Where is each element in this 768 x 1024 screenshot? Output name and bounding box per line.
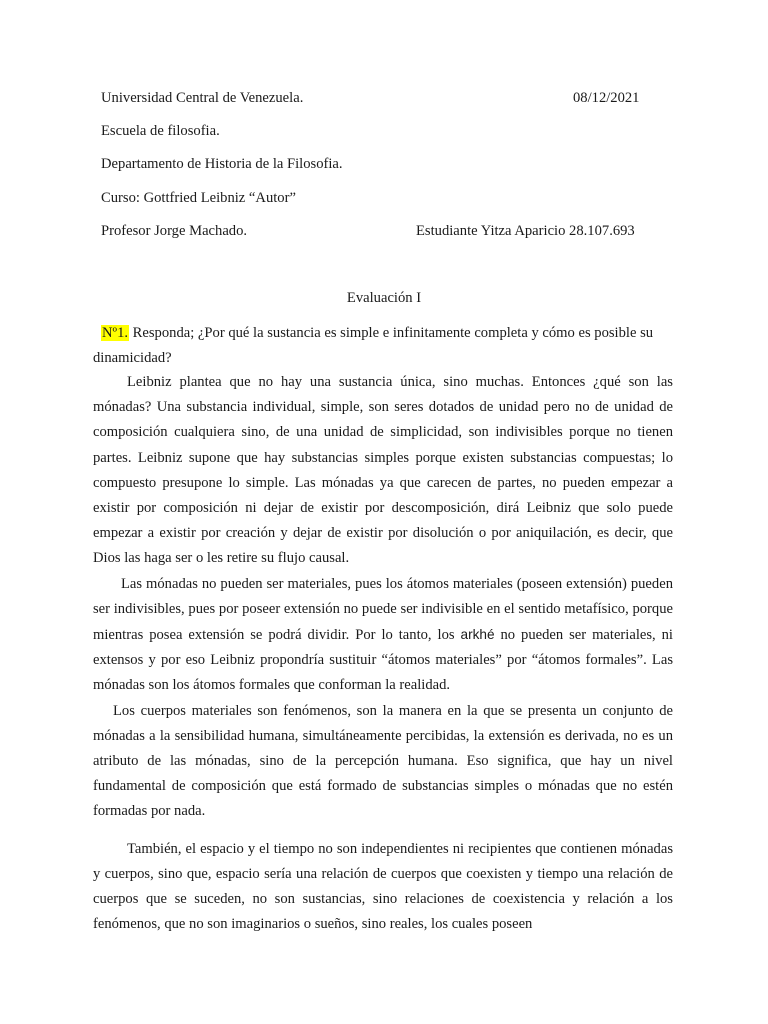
student-name: Estudiante Yitza Aparicio 28.107.693 (416, 223, 635, 239)
paragraph-2-part-b: no pueden ser materiales, ni extensos y por eso Leibniz propondría sustituir “átomos materiales” por “átomos formales”. Las mónadas son los átomos formales que conforman la realidad. (93, 627, 673, 694)
paragraph-4: También, el espacio y el tiempo no son independientes ni recipientes que contienen mónadas y cuerpos, sino que, espacio sería una relación de cuerpos que coexisten y tiempo una relación de cuerpos que se suceden, no son sustancias, sino relaciones de coexistencia y relación a los fenómenos, que no son imaginarios o sueños, sino reales, los cuales poseen (93, 840, 673, 933)
professor-name: Profesor Jorge Machado. (101, 223, 248, 239)
question-text: Responda; ¿Por qué la sustancia es simple e infinitamente completa y cómo es posible su dinamicidad? (93, 325, 654, 366)
school-name: Escuela de filosofia. (101, 123, 220, 139)
paragraph-1: Leibniz plantea que no hay una sustancia única, sino muchas. Entonces ¿qué son las mónadas? Una substancia individual, simple, son seres dotados de unidad pero no de unidad de composición cualquiera sino, de una unidad de simplicidad, son indivisibles porque no tienen partes. Leibniz supone que hay substancias simples porque existen substancias compuestas; lo compuesto presupone lo simple. Las mónadas ya que carecen de partes, no pueden empezar a existir por composición ni dejar de existir por descomposición, dirá Leibniz que solo puede empezar a existir por creación y dejar de existir por disolución o por aniquilación, es decir, que Dios las haga ser o les retire su flujo causal. (93, 374, 673, 567)
paragraph-3: Los cuerpos materiales son fenómenos, son la manera en la que se presenta un conjunto de mónadas a la sensibilidad humana, simultáneamente percibidas, la extensión es derivada, no es un atributo de las mónadas, sino de la percepción humana. Eso significa, que hay un nivel fundamental de composición que está formado de substancias simples o mónadas que no estén formadas por nada. (93, 702, 673, 820)
question-block (93, 321, 673, 371)
answer-body (93, 370, 673, 937)
course-name: Curso: Gottfried Leibniz “Autor” (101, 190, 296, 206)
question-number: Nº1. (102, 325, 129, 341)
arkhe-term: arkhé (460, 627, 495, 643)
document-date: 08/12/2021 (573, 90, 640, 106)
paragraph-2-part-a: Las mónadas no pueden ser materiales, pues los átomos materiales (poseen extensión) pueden ser indivisibles, pues por poseer extensión no puede ser indivisible en el sentido metafísico, porque mientras posea extensión se podrá dividir. Por lo tanto, los (93, 575, 673, 644)
department-name: Departamento de Historia de la Filosofia. (101, 156, 343, 172)
university-name: Universidad Central de Venezuela. (101, 90, 304, 106)
evaluation-title: Evaluación I (346, 290, 422, 306)
paragraph-2 (93, 572, 673, 699)
